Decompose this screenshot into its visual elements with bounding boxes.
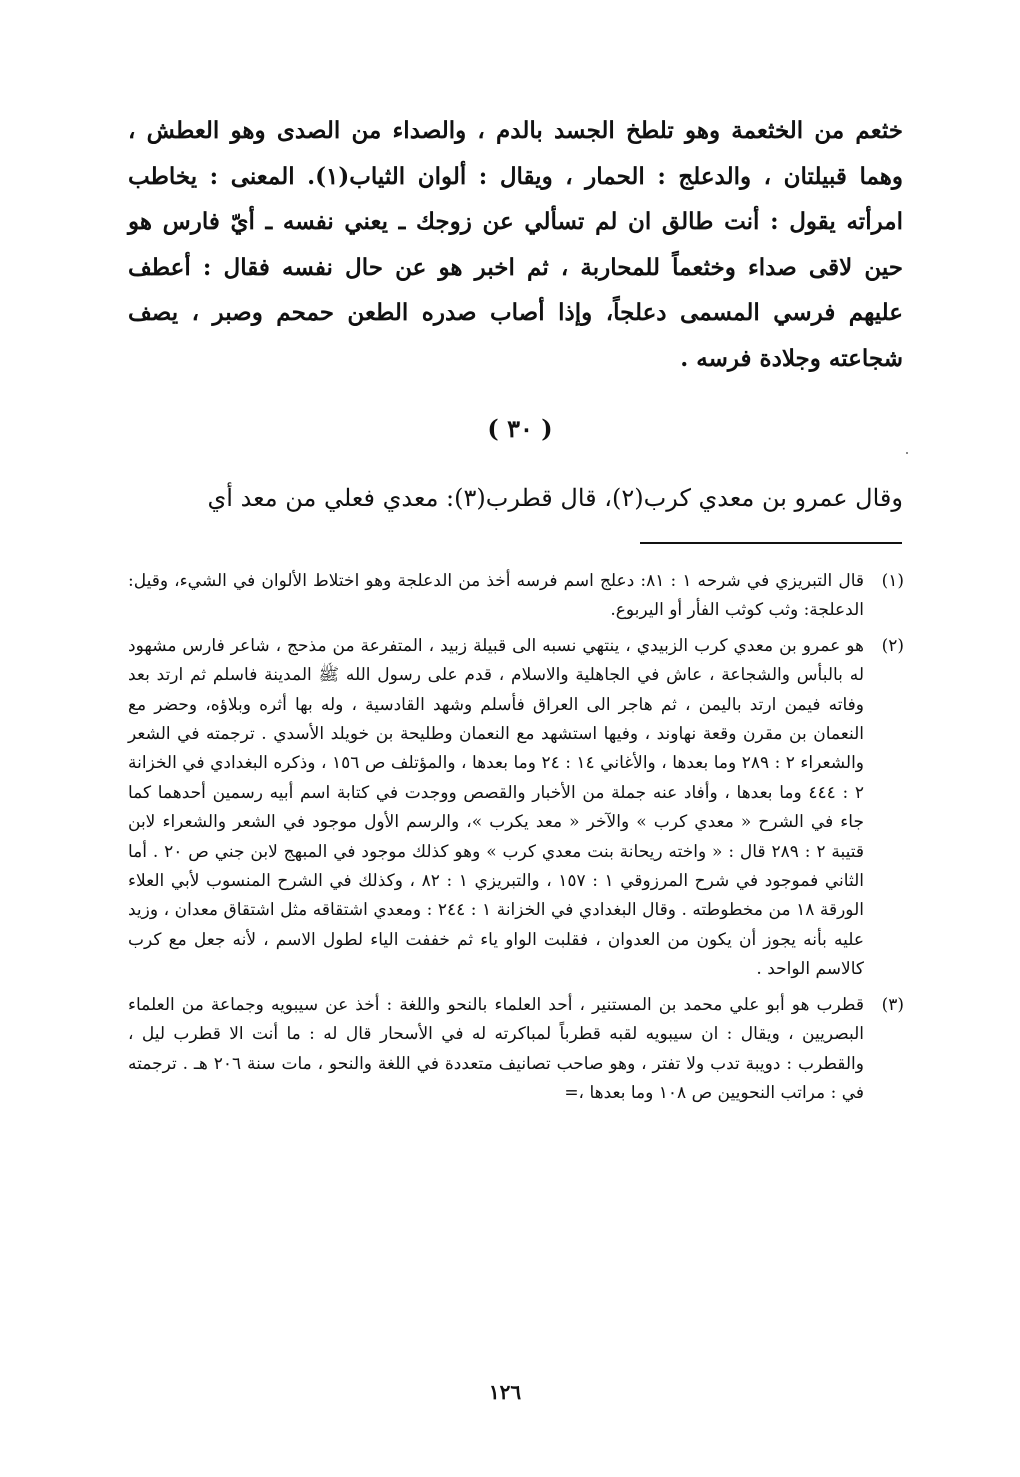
main-paragraph: خثعم من الخثعمة وهو تلطخ الجسد بالدم ، والصداء من الصدى وهو العطش ، وهما قبيلتان ، والدعلج : الحمار ، ويقال : ألوان الثياب(١). المعنى : يخاطب امرأته يقول : أنت طالق ان لم تسألي عن زوجك ـ يعني نفسه ـ أيّ فارس هو حين لاقى صداء وخثعماً للمحاربة ، ثم اخبر هو عن حال نفسه فقال : أعطف عليهم فرسي المسمى دعلجاً، وإذا أصاب صدره الطعن حمحم وصبر ، يصف شجاعته وجلادة فرسه . [128,117,903,372]
footnote-text: هو عمرو بن معدي كرب الزبيدي ، ينتهي نسبه الى قبيلة زبيد ، المتفرعة من مذحج ، شاعر فارس مشهود له بالبأس والشجاعة ، عاش في الجاهلية والاسلام ، قدم على رسول الله ﷺ المدينة فاسلم ثم ارتد بعد وفاته فيمن ارتد باليمن ، ثم هاجر الى العراق فأسلم وشهد القادسية ، وله بها أثره وبلاؤه، وحضر مع النعمان بن مقرن وقعة نهاوند ، وفيها استشهد مع النعمان وطليحة بن خويلد الأسدي . ترجمته في الشعر والشعراء ٢ : ٢٨٩ وما بعدها ، والأغاني ١٤ : ٢٤ وما بعدها ، والمؤتلف ص ١٥٦ ، وذكره البغدادي في الخزانة ٢ : ٤٤٤ وما بعدها ، وأفاد عنه جملة من الأخبار والقصص ووجدت في كتابة اسم أبيه رسمين أحدهما كما جاء في الشرح « معدي كرب » والآخر « معد يكرب »، والرسم الأول موجود في الشعر والشعراء لابن قتيبة ٢ : ٢٨٩ قال : « واخته ريحانة بنت معدي كرب » وهو كذلك موجود في المبهج لابن جني ص ٢٠ . أما الثاني فموجود في شرح المرزوقي ١ : ١٥٧ ، والتبريزي ١ : ٨٢ ، وكذلك في الشرح المنسوب لأبي العلاء الورقة ١٨ من مخطوطته . وقال البغدادي في الخزانة ١ : ٢٤٤ : ومعدي اشتقاقه مثل اشتقاق معدان ، وزيد عليه بأنه يجوز أن يكون من العدوان ، فقلبت الواو ياء ثم خففت الياء لطول الاسم ، لأنه جعل مع كرب كالاسم الواحد . [128,635,864,980]
footnote-separator [640,542,902,544]
footnote-number: (٣) [881,994,904,1015]
footnote-2 [128,632,904,985]
footnote-text: قطرب هو أبو علي محمد بن المستنير ، أحد العلماء بالنحو واللغة : أخذ عن سيبويه وجماعة من العلماء البصريين ، ويقال : ان سيبويه لقبه قطرباً لمباكرته له في الأسحار قال له : ما أنت الا قطرب ليل ، والقطرب : دويبة تدب ولا تفتر ، وهو صاحب تصانيف متعددة في اللغة والنحو ، مات سنة ٢٠٦ هـ . ترجمته في : مراتب النحويين ص ١٠٨ وما بعدها ،= [128,994,864,1103]
footnotes [128,567,904,1114]
footnote-text: قال التبريزي في شرحه ١ : ٨١: دعلج اسم فرسه أخذ من الدعلجة وهو اختلاط الألوان في الشيء، وقيل: الدعلجة: وثب كوثب الفأر أو اليربوع. [128,571,865,621]
poem-intro-line: وقال عمرو بن معدي كرب(٢)، قال قطرب(٣): معدي فعلي من معد أي [207,484,903,512]
page-number: ١٢٦ [488,1380,522,1404]
footnote-number: (١) [881,571,904,591]
footnote-1 [128,567,904,626]
footnote-number: (٢) [881,635,904,656]
margin-mark [906,452,908,454]
section-number: ( ٣٠ ) [487,414,553,443]
footnote-3 [128,991,904,1109]
main-text-block [128,108,903,381]
